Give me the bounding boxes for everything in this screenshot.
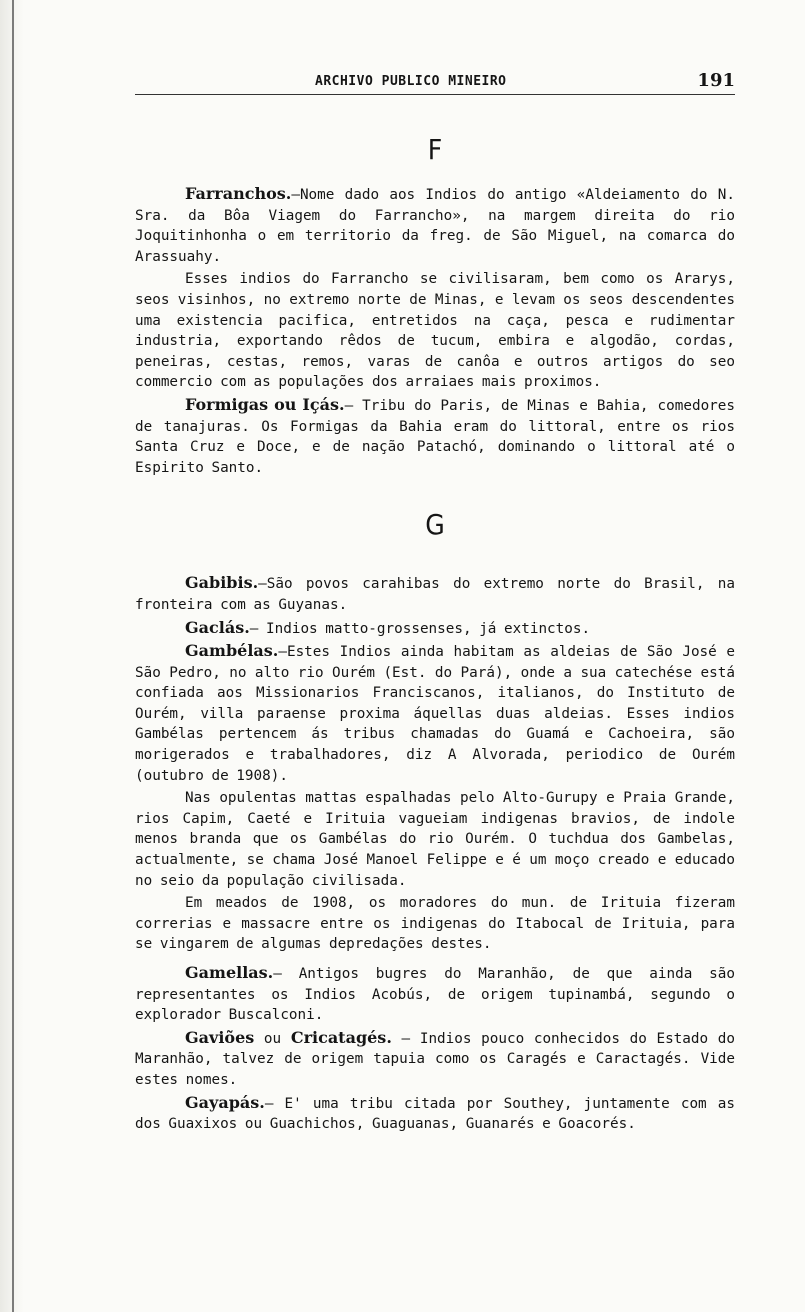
entry-paragraph: Nas opulentas mattas espalhadas pelo Alto-Gurupy e Praia Grande, rios Capim, Caeté e Irituia vagueiam indigenas bravios, de indole menos branda que os Gambélas do rio Ourém. O tuchdua dos Gambelas, actualmente, se chama José Manoel Felippe e é um moço creado e educado no seio da população civilisada. (135, 790, 735, 889)
entry-head-alt: Cricatagés. (290, 1027, 392, 1047)
entry-text: — Indios pouco conhecidos do Estado do Maranhão, talvez de origem tapuia como os Caragés e Caractagés. Vide estes nomes. (135, 1030, 735, 1088)
binding-edge (12, 0, 14, 1312)
entry-head: Gaviões (185, 1027, 255, 1047)
entry-text: — Antigos bugres do Maranhão, de que ainda são representantes os Indios Acobús, de origem tupinambá, segundo o explorador Buscalconi. (135, 966, 735, 1024)
entry-head: Gayapás. (185, 1092, 265, 1112)
entry-paragraph: Esses indios do Farrancho se civilisaram, bem como os Ararys, seos visinhos, no extremo norte de Minas, e levam os seos descendentes uma existencia pacifica, entretidos na caça, pesca e rudimentar industria, exportando rêdos de tucum, embira e algodão, cordas, peneiras, cestas, remos, varas de canôa e outros artigos do seo commercio com as populações dos arraiaes mais proximos. (135, 271, 735, 391)
entry-gamellas (135, 963, 735, 1026)
entry-text: —Nome dado aos Indios do antigo «Aldeiamento do N. Sra. da Bôa Viagem do Farrancho», na margem direita do rio Joquitinhonha o em territorio da freg. de São Miguel, na comarca do Arassuahy. (135, 187, 735, 265)
entry-gabibis (135, 573, 735, 615)
entry-gambelas (135, 641, 735, 786)
entry-formigas (135, 395, 735, 478)
entry-text: — E' uma tribu citada por Southey, juntamente com as dos Guaxixos ou Guachichos, Guaguanas, Guanarés e Goacorés. (135, 1095, 735, 1133)
running-head: ARCHIVO PUBLICO MINEIRO (315, 74, 507, 89)
entry-head: Formigas ou Içás. (185, 394, 345, 414)
entry-head: Gambélas. (185, 641, 279, 661)
entry-head: Gabibis. (185, 573, 259, 593)
entry-text: —Estes Indios ainda habitam as aldeias de São José e São Pedro, no alto rio Ourém (Est. do Pará), onde a sua catechése está confiada aos Missionarios Franciscanos, italianos, do Instituto de Ourém, villa paraense proxima áquellas duas aldeias. Esses indios Gambélas pertencem ás tribus chamadas do Guamá e Cachoeira, são morigerados e trabalhadores, diz A Alvorada, periodico de Ourém (outubro de 1908). (135, 644, 735, 784)
entry-text: —São povos carahibas do extremo norte do Brasil, na fronteira com as Guyanas. (135, 576, 735, 613)
entry-text: — Tribu do Paris, de Minas e Bahia, comedores de tanajuras. Os Formigas da Bahia eram do littoral, entre os rios Santa Cruz e Doce, e de nação Patachó, dominando o littoral até o Espirito Santo. (135, 397, 735, 476)
entry-gavioes (135, 1028, 735, 1091)
entry-text: — Indios matto-grossenses, já extinctos. (249, 620, 591, 637)
entry-gaclas (135, 618, 735, 640)
entry-farranchos (135, 184, 735, 267)
entry-head: Gamellas. (185, 963, 274, 982)
entry-head: Gaclás. (185, 617, 250, 637)
entry-connector: ou (254, 1030, 291, 1047)
book-page (135, 60, 735, 1135)
entry-paragraph: Em meados de 1908, os moradores do mun. de Irituia fizeram correrias e massacre entre os indigenas do Itabocal de Irituia, para se vingarem de algumas depredações destes. (135, 895, 735, 953)
entry-gayapas (135, 1093, 735, 1135)
section-letter-g: G (425, 508, 445, 542)
page-number: 191 (697, 70, 735, 91)
page-header (135, 60, 735, 95)
section-letter-f: F (427, 133, 443, 166)
entry-head: Farranchos. (185, 184, 292, 203)
